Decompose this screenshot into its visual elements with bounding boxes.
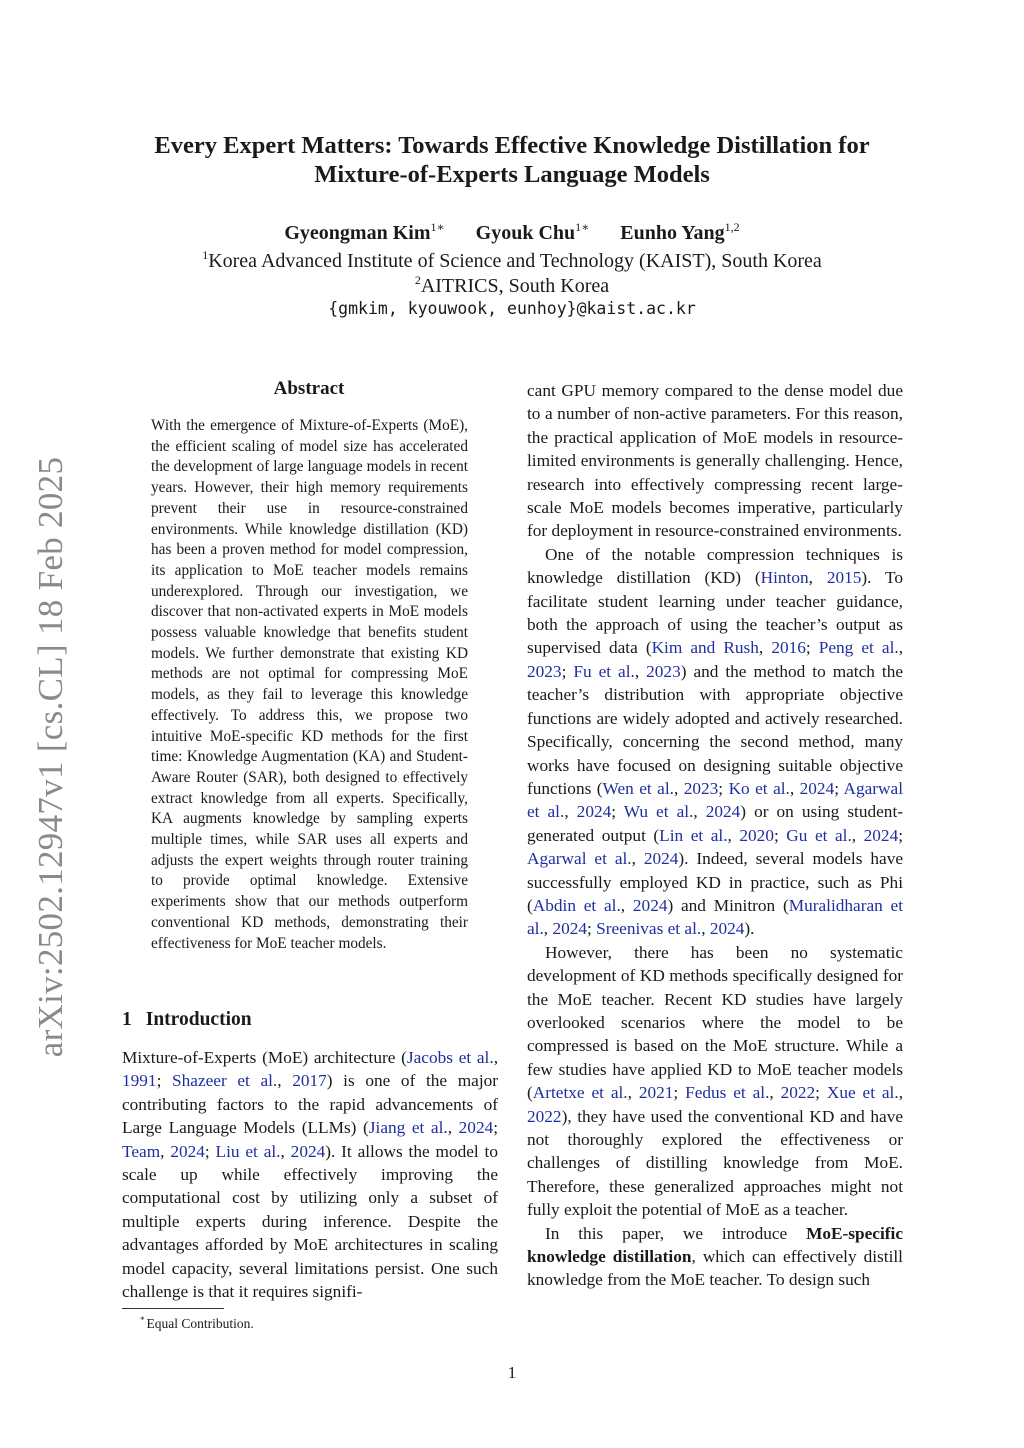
citation-link[interactable]: 2024 [705,802,741,822]
author-affiliation-mark: 1,2 [724,220,740,234]
affiliation-text: AITRICS, South Korea [420,275,610,297]
text-run: , [280,1141,291,1161]
citation-link[interactable]: 2024 [799,778,835,798]
citation-link[interactable]: Agarwal et al. [527,849,632,869]
citation-link[interactable]: 2017 [292,1071,327,1091]
citation-link[interactable]: Jacobs et al. [406,1048,494,1067]
text-run: , [769,1083,781,1103]
text-run: ). To facilitate student learning under teacher guidance, both the approach of using the teacher’s output as supervised data ( [527,568,904,658]
text-run: , [693,802,706,822]
affiliation-line [120,273,904,298]
citation-link[interactable]: 2024 [643,849,679,869]
footnote-divider [122,1308,224,1309]
text-run: , [634,661,647,681]
citation-link[interactable]: 2024 [863,825,899,845]
citation-link[interactable]: 2024 [576,802,612,822]
text-run: ), they have used the conventional KD and have not thoroughly explored the effectiveness or challenges of distilling knowledge from MoE. Therefore, these generalized approaches might not fully exploit the potential of MoE as a teacher. [527,1106,903,1220]
citation-link[interactable]: Fu et al. [573,661,635,681]
citation-link[interactable]: Peng et al. [818,638,899,658]
text-run: , [673,778,684,798]
text-run: , [701,919,710,939]
text-run: ). It allows the model to scale up while effectively improving the computational cost by utilizing only a subset of multiple experts during inference. Despite the advantages afforded by MoE architectures in scaling model capacity, several limitations persist. One such challenge is that it requires signifi- [122,1141,498,1302]
affiliation-text: Korea Advanced Institute of Science and Technology (KAIST), South Korea [208,250,822,272]
citation-link[interactable]: 1991 [122,1071,157,1091]
citation-link[interactable]: Team [122,1141,161,1161]
citation-link[interactable]: 2024 [290,1141,326,1161]
citation-link[interactable]: Ko et al. [728,778,790,798]
footnote-mark: * [140,1315,145,1325]
citation-link[interactable]: Kim and Rush [651,638,759,658]
text-run: ; [587,919,597,939]
text-run: ). Indeed, several models have successfully employed KD in practice, such as Phi ( [527,849,904,915]
text-run: , [898,1083,904,1103]
introduction-left-column [122,1046,498,1303]
author [284,222,444,244]
citation-link[interactable]: Artetxe et al. [532,1083,628,1103]
text-run: , [758,638,772,658]
citation-link[interactable]: Wen et al. [602,778,674,798]
author-list [120,220,904,245]
text-run: , [277,1071,293,1091]
author-name: Gyeongman Kim [284,222,431,244]
affiliation-mark: 1 [202,248,209,262]
citation-link[interactable]: 2021 [638,1083,674,1103]
text-run: , [543,919,553,939]
citation-link[interactable]: Shazeer et al. [172,1071,278,1091]
text-run: One of the notable compression techniques is knowledge distillation (KD) ( [527,544,903,588]
body-paragraph [527,1222,903,1292]
citation-link[interactable]: Gu et al. [786,825,852,845]
citation-link[interactable]: 2023 [646,661,681,681]
text-run: , [493,1048,499,1067]
text-run: ; [673,1083,686,1103]
author [476,222,590,244]
arxiv-identifier-text: arXiv:2502.12947v1 [cs.CL] 18 Feb 2025 [31,456,70,1058]
text-run: , [808,568,827,588]
body-paragraph [527,379,903,543]
section-title: Introduction [145,1009,252,1030]
arxiv-identifier-stamp [22,456,80,1058]
text-run: , [564,802,577,822]
citation-link[interactable]: 2022 [527,1106,562,1126]
citation-link[interactable]: 2016 [771,638,806,658]
author-emails: {gmkim, kyouwook, eunhoy}@kaist.ac.kr [328,299,696,318]
text-run: ; [815,1083,827,1103]
footnote [140,1315,254,1332]
paper-title-line-1: Every Expert Matters: Towards Effective Knowledge Distillation for [154,132,870,159]
text-run: , [898,638,904,658]
text-run: ) is one of the major contributing factors to the rapid advancements of Large Language Models (LLMs) ( [122,1071,499,1138]
text-run: , [160,1141,171,1161]
affiliation-mark: 2 [414,273,421,287]
citation-link[interactable]: Abdin et al. [532,895,621,915]
section-number: 1 [122,1009,132,1030]
text-run: ; [834,778,844,798]
introduction-right-column [527,379,903,1292]
text-run: , [851,825,864,845]
text-run: , [627,1083,639,1103]
author-affiliation-mark: 1∗ [430,220,445,234]
text-run: ; [773,825,787,845]
text-run: ; [718,778,729,798]
text-run: In this paper, we introduce [545,1223,807,1243]
author [620,222,739,244]
text-run: Mixture-of-Experts (MoE) architecture ( [122,1048,407,1067]
body-paragraph [527,543,903,941]
citation-link[interactable]: 2024 [709,919,745,939]
citation-link[interactable]: Xue et al. [826,1083,899,1103]
text-run: , [620,895,633,915]
text-run: ; [805,638,819,658]
citation-link[interactable]: Fedus et al. [685,1083,770,1103]
text-run: ) or on using student-generated output ( [527,802,904,845]
text-run: ; [493,1118,499,1138]
text-run: , [447,1118,459,1138]
body-paragraph [122,1046,498,1303]
citation-link[interactable]: 2023 [527,661,562,681]
citation-link[interactable]: Wu et al. [623,802,694,822]
text-run: ). [744,919,755,939]
citation-link[interactable]: 2020 [739,825,774,845]
citation-link[interactable]: Liu et al. [215,1141,281,1161]
affiliation-line [120,248,904,273]
abstract-heading: Abstract [273,378,345,399]
text-run: ) and Minitron ( [667,895,789,915]
text-run: However, there has been no systematic development of KD methods specifically designed for the MoE teacher. Recent KD studies have largely overlooked scenarios where the model to be compressed is based on the MoE structure. While a few studies have applied KD to MoE teacher models ( [527,942,903,1103]
text-run: ; [611,802,624,822]
text-run: cant GPU memory compared to the dense model due to a number of non-active parameters. For this reason, the practical application of MoE models in resource-limited environments is generally challenging. Hence, research into effectively compressing recent large-scale MoE models becomes imperative, particularly for deployment in resource-constrained environments. [527,381,903,541]
section-heading-introduction [122,1009,252,1031]
text-run: ; [204,1141,216,1161]
text-run: ; [561,661,574,681]
text-run: ) and the method to match the teacher’s distribution with appropriate objective functions are widely adopted and actively researched. Specifically, concerning the second method, many works have focused on designing suitable objective functions ( [527,661,904,798]
paper-title [120,131,904,189]
page-number: 1 [507,1363,517,1382]
citation-link[interactable]: Muralidharan et al. [527,895,904,939]
citation-link[interactable]: 2023 [683,778,719,798]
text-run: ; [898,825,904,845]
text-run: , which can effectively distill knowledge from the MoE teacher. To design such [527,1247,903,1290]
text-run: , [727,825,740,845]
citation-link[interactable]: 2022 [780,1083,816,1103]
citation-link[interactable]: 2015 [826,568,862,588]
abstract-body: With the emergence of Mixture-of-Experts (MoE), the efficient scaling of model size has accelerated the development of large language models in recent years. However, their high memory requirements prevent their use in resource-constrained environments. While knowledge distillation (KD) has been a proven method for model compression, its application to MoE teacher models remains underexplored. Through our investigation, we discover that non-activated experts in MoE models possess valuable knowledge that benefits student models. We further demonstrate that existing KD methods are not optimal for compressing MoE models, as they fail to leverage this knowledge effectively. To address this, we propose two intuitive MoE-specific KD methods for the first time: Knowledge Augmentation (KA) and Student-Aware Router (SAR), both designed to effectively extract knowledge from all experts. Specifically, KA augments knowledge by sampling experts multiple times, while SAR uses all experts and adjusts the expert weights through router training to provide optimal knowledge. Extensive experiments show that our methods outperform conventional KD methods, demonstrating their effectiveness for MoE teacher models. [151,417,468,952]
citation-link[interactable]: Agarwal et al. [527,778,904,822]
text-run: , [789,778,800,798]
citation-link[interactable]: 2024 [552,919,587,939]
text-run: ; [156,1071,173,1091]
citation-link[interactable]: 2024 [170,1141,205,1161]
text-run: , [631,849,644,869]
footnote-text: Equal Contribution. [146,1316,254,1331]
body-paragraph [527,941,903,1222]
author-name: Eunho Yang [620,222,725,244]
paper-title-line-2: Mixture-of-Experts Language Models [314,161,710,188]
author-affiliation-mark: 1∗ [575,220,590,234]
bold-term: MoE-specific knowledge distillation [527,1223,903,1267]
citation-link[interactable]: 2024 [458,1118,494,1138]
citation-link[interactable]: Jiang et al. [368,1118,448,1138]
citation-link[interactable]: Lin et al. [659,825,728,845]
citation-link[interactable]: Hinton [760,568,809,588]
citation-link[interactable]: Sreenivas et al. [596,919,702,939]
citation-link[interactable]: 2024 [632,895,668,915]
author-name: Gyouk Chu [475,222,576,244]
